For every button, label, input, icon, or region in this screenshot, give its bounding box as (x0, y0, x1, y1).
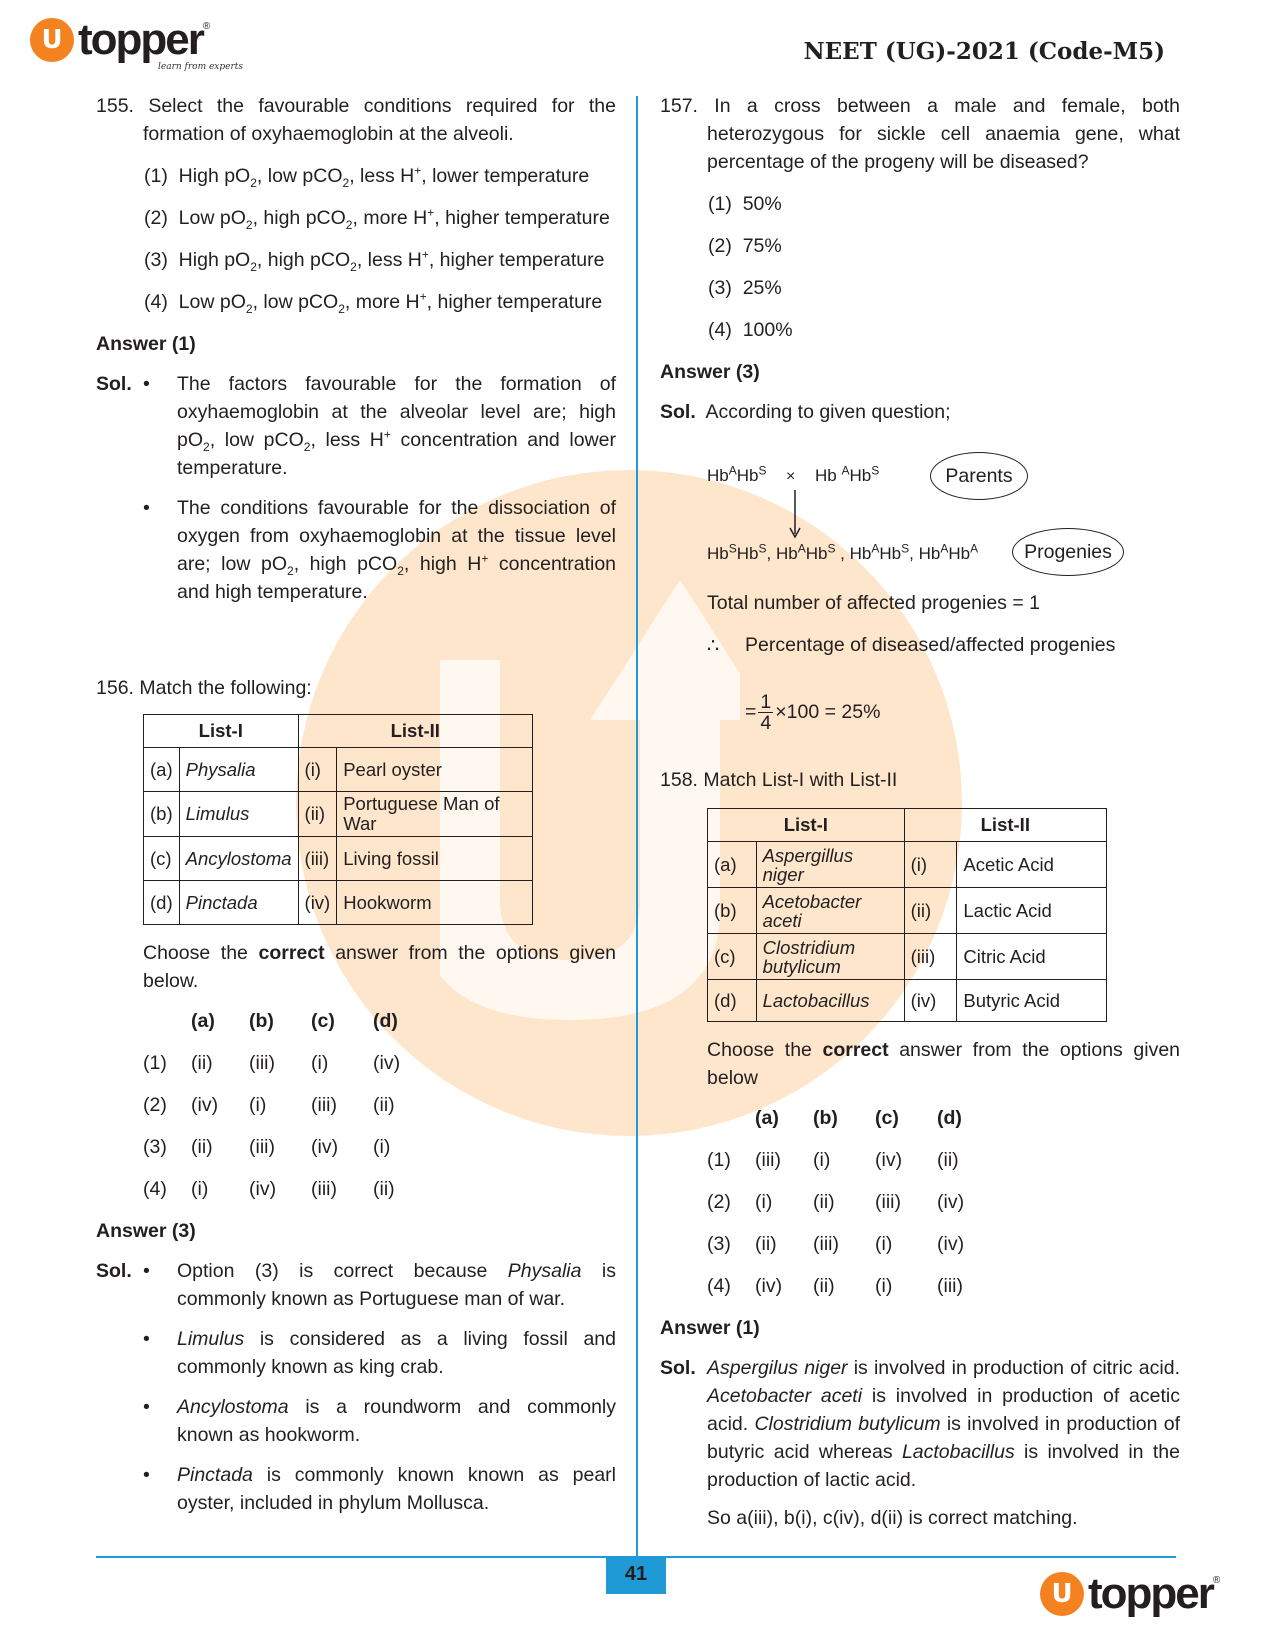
logo-tagline: learn from experts (158, 62, 244, 72)
table-row: (a) Aspergillus niger (i) Acetic Acid (708, 842, 1107, 888)
table-row: (b) Limulus (ii) Portuguese Man of War (144, 792, 533, 837)
footer-topper-logo (1040, 1569, 1221, 1618)
topper-logo (30, 15, 211, 64)
q155-sol-bullet-1: The factors favourable for the formation of oxyhaemoglobin at the alveolar level are; high $pO_2$, low pCO$_2$, less H+ concentration and lower temperature. (177, 373, 617, 479)
page-number: 41 (606, 1558, 666, 1594)
logo-mark-icon: U (30, 18, 74, 62)
q156-text: Match the following: (139, 677, 312, 699)
question-157 (660, 92, 1180, 426)
footer-logo-mark-icon: U (1040, 1572, 1084, 1616)
table-row: (c) Clostridium butylicum (iii) Citric Acid (708, 934, 1107, 980)
q157-option-4: (4) 100% (708, 319, 793, 341)
q155-option-2: (2) Low $pO_2$, high pCO$_2$, more H+, higher temperature (144, 205, 610, 232)
q155-option-4: (4) Low $pO_2$, low pCO$_2$, more H+, higher temperature (144, 289, 603, 316)
q158-match-table (707, 808, 1107, 1022)
q156-sol-bullet-1: Sol. • Option (3) is correct because Physalia is commonly known as Portuguese man of war. (96, 1260, 616, 1310)
q158-options: (a) (b) (c) (d) (1) (iii) (i) (iv) (ii) (2) (i) (ii) (iii) (iv) (3) (ii) (iii) (i) (iv) (4) (iv) (ii) (i) (iii) (707, 1107, 965, 1297)
q157-option-1: (1) 50% (708, 193, 782, 215)
q157-answer: Answer (3) (660, 361, 760, 383)
q157-text: In a cross between a male and female, both heterozygous for sickle cell anaemia gene, what percentage of the progeny will be diseased? (707, 95, 1180, 173)
q156-number: 156. (96, 677, 134, 699)
percentage-line: Percentage of diseased/affected progenies (745, 634, 1116, 656)
q156-header-list2: List-II (298, 715, 532, 748)
table-row: (a) Physalia (i) Pearl oyster (144, 748, 533, 792)
cross-times-symbol: × (786, 468, 796, 485)
q157-sol-intro: Sol. According to given question; (660, 401, 951, 423)
table-row: (d) Pinctada (iv) Hookworm (144, 881, 533, 925)
question-158 (660, 766, 1180, 1532)
affected-count: Total number of affected progenies = 1 (707, 592, 1040, 614)
q158-answer: Answer (1) (660, 1317, 760, 1339)
q158-sol-final: So a(iii), b(i), c(iv), d(ii) is correct matching. (707, 1507, 1078, 1529)
q156-instruction: Choose the correct answer from the options given below. (143, 942, 617, 992)
column-divider (636, 96, 638, 1561)
q156-options: (a) (b) (c) (d) (1) (ii) (iii) (i) (iv) (2) (iv) (i) (iii) (ii) (3) (ii) (iii) (iv) (i) (4) (i) (iv) (iii) (ii) (143, 1010, 401, 1200)
cross-arrow-icon (788, 490, 802, 540)
q155-answer: Answer (1) (96, 333, 196, 355)
table-row: (d) Lactobacillus (iv) Butyric Acid (708, 980, 1107, 1022)
q158-instruction: Choose the correct answer from the options given below (707, 1039, 1181, 1089)
table-row: (b) Acetobacter aceti (ii) Lactic Acid (708, 888, 1107, 934)
q158-header-list1: List-I (708, 809, 905, 842)
cross-parent-female: $Hb^AHb^S$ (707, 463, 767, 485)
q156-header-list1: List-I (144, 715, 299, 748)
q158-number: 158. (660, 769, 698, 791)
q158-text: Match List-I with List-II (703, 769, 898, 791)
therefore-symbol: ∴ (707, 635, 720, 657)
q155-text: Select the favourable conditions required for the formation of oxyhaemoglobin at the alveoli. (143, 95, 617, 145)
progenies-label: Progenies (1012, 528, 1124, 576)
parents-label: Parents (930, 452, 1028, 500)
q157-option-3: (3) 25% (708, 277, 782, 299)
cross-progenies: $Hb^SHb^S$, $Hb^AHb^S$ , $Hb^AHb^S$, $Hb^AHb^A$ (707, 541, 979, 563)
question-155 (96, 92, 616, 606)
q158-header-list2: List-II (904, 809, 1106, 842)
exam-code: NEET (UG)-2021 (Code-M5) (803, 38, 1165, 65)
q156-sol-bullet-2: • Limulus is considered as a living fossil and commonly known as king crab. (143, 1328, 616, 1378)
q156-answer: Answer (3) (96, 1220, 196, 1242)
q155-solution: Sol. • The factors favourable for the formation of oxyhaemoglobin at the alveolar level are; high $pO_2$, low pCO$_2$, less H+ concentration and lower temperature. (96, 370, 616, 482)
percentage-equation: = $\frac{1}{4}$ ×100 = 25% (745, 691, 881, 734)
q155-number: 155. (96, 95, 134, 117)
logo-text: topper (78, 15, 203, 64)
q157-number: 157. (660, 95, 698, 117)
q155-sol-bullet-2: • The conditions favourable for the dissociation of oxygen from oxyhaemoglobin at the tissue level are; low $pO_2$, high pCO$_2$, high H+ concentration and high temperature. (143, 497, 617, 603)
q155-option-3: (3) High $pO_2$, high pCO$_2$, less H+, higher temperature (144, 247, 605, 274)
q157-option-2: (2) 75% (708, 235, 782, 257)
q155-option-1: (1) High $pO_2$, low pCO$_2$, less H+, lower temperature (144, 163, 590, 190)
logo-registered: ® (202, 21, 211, 32)
q156-sol-bullet-4: • Pinctada is commonly known known as pearl oyster, included in phylum Mollusca. (143, 1464, 616, 1514)
cross-parent-male: Hb $^AHb^S$ (815, 463, 880, 485)
q156-match-table (143, 714, 533, 925)
footer-logo-text: topper (1088, 1569, 1213, 1618)
question-156 (96, 674, 616, 1517)
footer-logo-registered: ® (1212, 1575, 1221, 1586)
table-row: (c) Ancylostoma (iii) Living fossil (144, 837, 533, 881)
q156-sol-bullet-3: • Ancylostoma is a roundworm and commonly known as hookworm. (143, 1396, 616, 1446)
q158-solution: Sol. Aspergilus niger is involved in production of citric acid. Acetobacter aceti is involved in production of acetic acid. Clostridium butylicum is involved in production of butyric acid whereas Lactobacillus is involved in the production of lactic acid. (660, 1357, 1180, 1491)
